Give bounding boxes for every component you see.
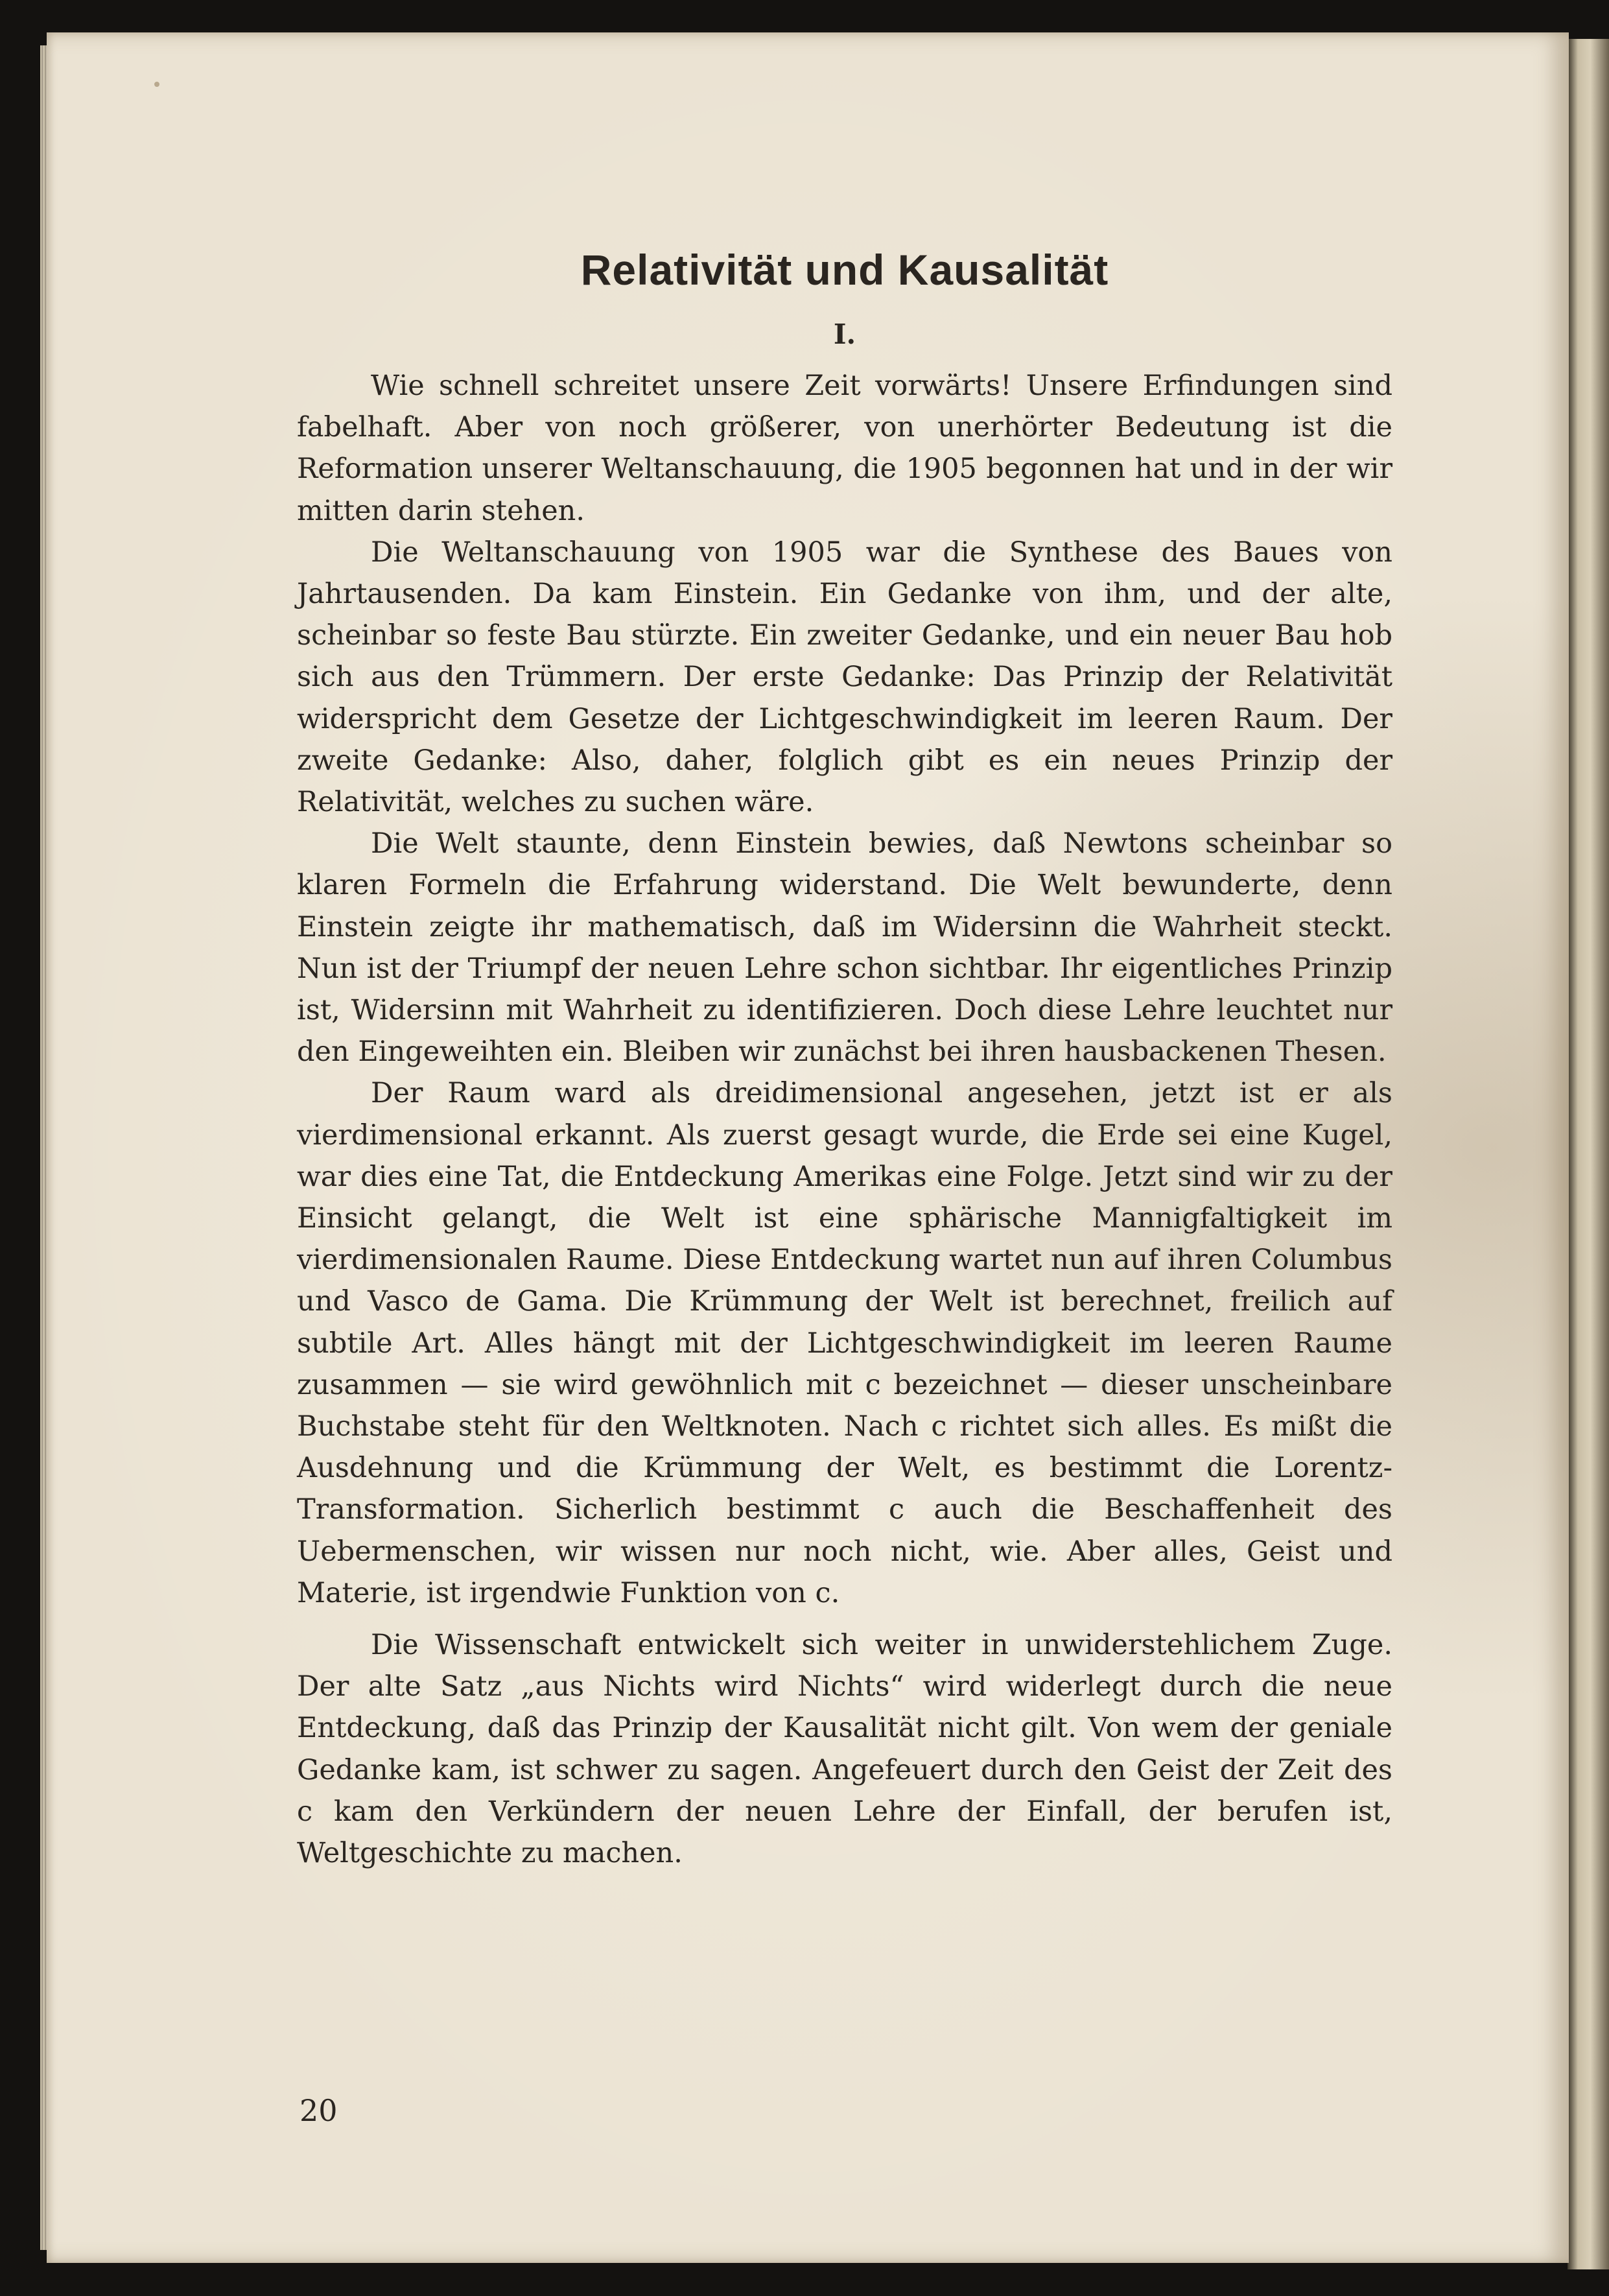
paragraph-1: Wie schnell schreitet unsere Zeit vorwärts! Unsere Erfindungen sind fabelhaft. Aber von noch größerer, von unerhörter Bedeutung ist die Reformation unserer Weltanschauung, die 1905 begonnen hat und in der wir mitten darin stehen. <box>297 369 1392 527</box>
page-content <box>297 246 1392 1874</box>
section-number: I. <box>833 318 856 350</box>
page-title: Relativität und Kausalität <box>580 246 1109 294</box>
page-number: 20 <box>299 2093 338 2128</box>
text-body <box>297 365 1392 1874</box>
paragraph-4: Der Raum ward als dreidimensional angesehen, jetzt ist er als vierdimensional erkannt. Als zuerst gesagt wurde, die Erde sei eine Kugel, war dies eine Tat, die Entdeckung Amerikas eine Folge. Jetzt sind wir zu der Einsicht gelangt, die Welt ist eine sphärische Mannigfaltigkeit im vierdimensionalen Raume. Diese Entdeckung wartet nun auf ihren Columbus und Vasco de Gama. Die Krümmung der Welt ist berechnet, freilich auf subtile Art. Alles hängt mit der Lichtgeschwindigkeit im leeren Raume zusammen — sie wird gewöhnlich mit c bezeichnet — dieser unscheinbare Buchstabe steht für den Weltknoten. Nach c richtet sich alles. Es mißt die Ausdehnung und die Krümmung der Welt, es bestimmt die Lorentz-Transformation. Sicherlich bestimmt c auch die Beschaffenheit des Uebermenschen, wir wissen nur noch nicht, wie. Aber alles, Geist und Materie, ist irgendwie Funktion von c. <box>297 1077 1392 1609</box>
paper-speck <box>154 82 159 87</box>
paragraph-3: Die Welt staunte, denn Einstein bewies, daß Newtons scheinbar so klaren Formeln die Erfahrung widerstand. Die Welt bewunderte, denn Einstein zeigte ihr mathematisch, daß im Widersinn die Wahrheit steckt. Nun ist der Triumpf der neuen Lehre schon sichtbar. Ihr eigentliches Prinzip ist, Widersinn mit Wahrheit zu identifizieren. Doch diese Lehre leuchtet nur den Eingeweihten ein. Bleiben wir zunächst bei ihren hausbackenen Thesen. <box>297 827 1392 1069</box>
right-page-edge <box>1568 39 1609 2269</box>
paragraph-2: Die Weltanschauung von 1905 war die Synthese des Baues von Jahrtausenden. Da kam Einstein. Ein Gedanke von ihm, und der alte, scheinbar so feste Bau stürzte. Ein zweiter Gedanke, und ein neuer Bau hob sich aus den Trümmern. Der erste Gedanke: Das Prinzip der Relativität widerspricht dem Gesetze der Lichtgeschwindigkeit im leeren Raum. Der zweite Gedanke: Also, daher, folglich gibt es ein neues Prinzip der Relativität, welches zu suchen wäre. <box>297 536 1392 819</box>
paragraph-5: Die Wissenschaft entwickelt sich weiter in unwiderstehlichem Zuge. Der alte Satz „aus Nichts wird Nichts“ wird widerlegt durch die neue Entdeckung, daß das Prinzip der Kausalität nicht gilt. Von wem der geniale Gedanke kam, ist schwer zu sagen. Angefeuert durch den Geist der Zeit des c kam den Verkündern der neuen Lehre der Einfall, der berufen ist, Weltgeschichte zu machen. <box>297 1629 1392 1870</box>
